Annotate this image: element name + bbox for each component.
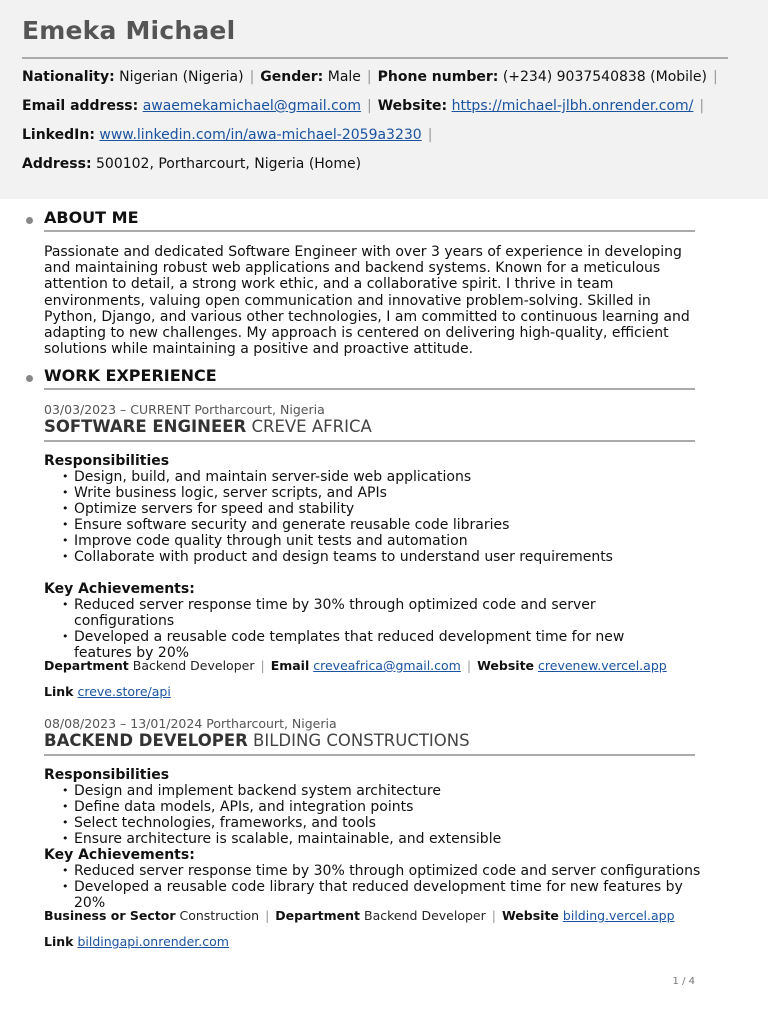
job-divider [44, 754, 695, 756]
separator: | [699, 98, 705, 114]
job-email-link[interactable]: creveafrica@gmail.com [313, 658, 461, 673]
page-number: 1 / 4 [672, 976, 695, 987]
responsibilities-heading: Responsibilities [44, 767, 170, 783]
address-label: Address: [22, 156, 92, 172]
phone-value: (+234) 9037540838 (Mobile) [502, 69, 708, 85]
list-item: • Reduced server response time by 30% through optimized code and server configurations [62, 863, 702, 879]
list-item: • Define data models, APIs, and integration points [62, 799, 682, 815]
job-company: CREVE AFRICA [251, 417, 372, 436]
list-item: • Developed a reusable code library that reduced development time for new features by 20% [62, 879, 702, 911]
personal-info-line-4 [22, 156, 361, 172]
list-item: • Ensure software security and generate reusable code libraries [62, 517, 682, 533]
job-title: SOFTWARE ENGINEER [44, 417, 247, 436]
separator: | [466, 658, 472, 673]
list-item: • Optimize servers for speed and stability [62, 501, 682, 517]
job-dates: 08/08/2023 – 13/01/2024 Portharcourt, Nigeria [44, 716, 337, 731]
link-label: Link [44, 934, 74, 949]
email-label: Email [270, 658, 310, 673]
website-link[interactable]: https://michael-jlbh.onrender.com/ [451, 98, 694, 114]
job-link-line [44, 934, 229, 949]
department-label: Department [275, 908, 361, 923]
address-value: 500102, Portharcourt, Nigeria (Home) [96, 156, 362, 172]
job-company: BILDING CONSTRUCTIONS [253, 731, 470, 750]
phone-label: Phone number: [377, 69, 499, 85]
linkedin-label: LinkedIn: [22, 127, 95, 143]
list-item: • Reduced server response time by 30% through optimized code and server configurations [62, 597, 672, 629]
list-item: • Design, build, and maintain server-side web applications [62, 469, 682, 485]
work-heading: WORK EXPERIENCE [44, 366, 217, 385]
job-dates: 03/03/2023 – CURRENT Portharcourt, Nigeria [44, 402, 325, 417]
list-item: • Improve code quality through unit tests and automation [62, 533, 682, 549]
separator: | [491, 908, 496, 923]
candidate-name: Emeka Michael [22, 16, 236, 45]
list-item: • Developed a reusable code templates that reduced development time for new features by 20% [62, 629, 672, 661]
website-label: Website [477, 658, 535, 673]
sector-label: Business or Sector [44, 908, 176, 923]
website-label: Website [501, 908, 559, 923]
email-link[interactable]: awaemekamichael@gmail.com [142, 98, 362, 114]
separator: | [265, 908, 270, 923]
list-item: • Design and implement backend system architecture [62, 783, 682, 799]
job-website-link[interactable]: bilding.vercel.app [562, 908, 675, 923]
job-meta-line [44, 658, 667, 673]
nationality-label: Nationality: [22, 69, 115, 85]
job-link[interactable]: bildingapi.onrender.com [77, 934, 229, 949]
about-heading: ABOUT ME [44, 208, 139, 227]
responsibilities-heading: Responsibilities [44, 453, 170, 469]
job-divider [44, 440, 695, 442]
department-value: Backend Developer [132, 658, 255, 673]
work-divider [44, 388, 695, 390]
list-item: • Write business logic, server scripts, and APIs [62, 485, 682, 501]
separator: | [260, 658, 265, 673]
about-text: Passionate and dedicated Software Engineer with over 3 years of experience in developing and maintaining robust web applications and backend systems. Known for a meticulous attention to detail, a strong work ethic, and a collaborative spirit. I thrive in team environments, valuing open communication and innovative problem-solving. Skilled in Python, Django, and various other technologies, I am committed to continuous learning and adapting to new challenges. My approach is centered on delivering high-quality, efficient solutions while maintaining a positive and proactive attitude. [44, 244, 690, 358]
list-item: • Collaborate with product and design teams to understand user requirements [62, 549, 682, 565]
department-label: Department [44, 658, 129, 673]
department-value: Backend Developer [364, 908, 486, 923]
section-bullet-icon [26, 375, 33, 382]
responsibilities-list [62, 783, 682, 847]
job-title: BACKEND DEVELOPER [44, 731, 248, 750]
list-item: • Ensure architecture is scalable, maintainable, and extensible [62, 831, 682, 847]
responsibilities-list [62, 469, 682, 566]
separator: | [366, 69, 372, 85]
job-title-line [44, 417, 372, 436]
achievements-heading: Key Achievements: [44, 581, 195, 597]
personal-info-line-2 [22, 98, 710, 114]
achievements-list [62, 863, 702, 911]
separator: | [367, 98, 372, 114]
sector-value: Construction [179, 908, 260, 923]
separator: | [713, 69, 718, 85]
list-item: • Select technologies, frameworks, and tools [62, 815, 682, 831]
personal-info-line-1 [22, 69, 724, 85]
separator: | [249, 69, 255, 85]
gender-value: Male [327, 69, 361, 85]
name-divider [22, 57, 728, 59]
link-label: Link [44, 684, 74, 699]
personal-info-line-3 [22, 127, 438, 143]
email-label: Email address: [22, 98, 139, 114]
job-link-line [44, 684, 171, 699]
separator: | [427, 127, 433, 143]
achievements-heading: Key Achievements: [44, 847, 195, 863]
achievements-list [62, 597, 672, 661]
about-divider [44, 230, 695, 232]
website-label: Website: [377, 98, 448, 114]
job-title-line [44, 731, 470, 750]
header [0, 0, 768, 199]
section-bullet-icon [26, 217, 33, 224]
job-website-link[interactable]: crevenew.vercel.app [538, 658, 667, 673]
nationality-value: Nigerian (Nigeria) [119, 69, 244, 85]
job-link[interactable]: creve.store/api [77, 684, 171, 699]
job-meta-line [44, 908, 675, 923]
gender-label: Gender: [260, 69, 324, 85]
linkedin-link[interactable]: www.linkedin.com/in/awa-michael-2059a3230 [99, 127, 422, 143]
